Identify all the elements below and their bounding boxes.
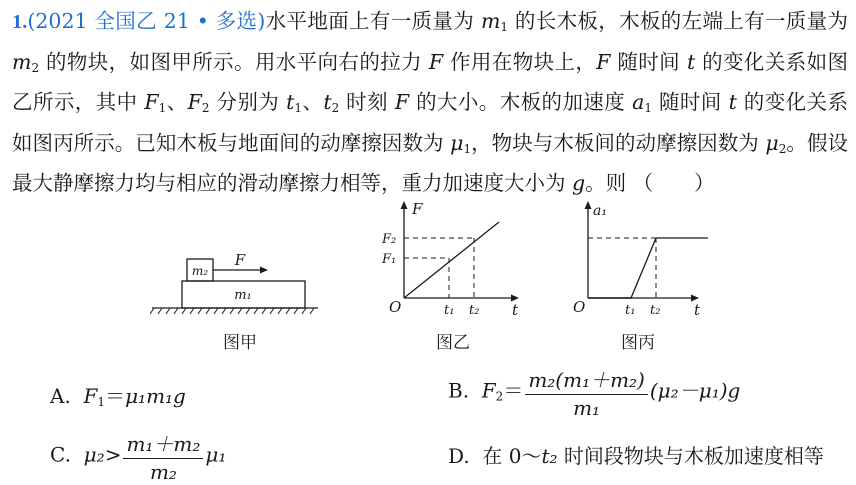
var-mu: μ <box>450 130 464 155</box>
text-segment: ，物块与木板间的动摩擦因数为 <box>471 130 766 155</box>
origin-label: O <box>573 298 586 316</box>
var-m: m <box>12 49 32 74</box>
formula-lhs: F <box>83 384 98 408</box>
var-a: a <box>632 90 645 114</box>
formula-lhs: μ₂> <box>83 442 122 467</box>
tick-label-t2: t₂ <box>469 303 480 318</box>
text-segment: 随时间 <box>610 49 687 74</box>
var-t: t <box>286 90 295 114</box>
subscript: 2 <box>31 60 40 75</box>
fraction-denominator: m₂ <box>149 460 177 484</box>
text-segment: 分别为 <box>209 90 287 114</box>
text-segment: 的变化关系如图丙所示。已知木板与地面间的动摩擦因数为 <box>12 90 848 155</box>
accel-ramp <box>631 238 656 298</box>
subscript: 1 <box>500 20 509 34</box>
option-c[interactable] <box>50 428 226 484</box>
option-letter: A. <box>50 384 71 408</box>
var-mu: μ <box>765 130 779 155</box>
text-segment: 、 <box>166 90 188 114</box>
y-arrowhead <box>401 201 408 209</box>
x-axis-label: t <box>694 301 701 318</box>
fraction-denominator: m₁ <box>573 396 601 420</box>
tick-label-f1: F₁ <box>382 252 397 267</box>
text-segment: 随时间 <box>652 90 729 114</box>
force-label: F <box>234 251 246 269</box>
question-number: 1. <box>12 11 28 33</box>
text-segment: 、 <box>302 90 324 114</box>
text-segment: 的长木板，木板的左端上有一质量为 <box>508 9 848 33</box>
subscript: 1 <box>463 141 472 156</box>
figure-jia <box>150 250 320 320</box>
question-text <box>12 4 848 201</box>
tick-label-t1: t₁ <box>444 303 455 318</box>
option-text: 时间段物块与木板加速度相等 <box>557 444 824 468</box>
option-text: 在 0～ <box>482 444 542 468</box>
text-segment: 的物块，如图甲所示。用水平向右的拉力 <box>39 49 429 74</box>
fraction-numerator: m₁＋m₂ <box>123 428 203 459</box>
caption-yi: 图乙 <box>436 333 470 353</box>
force-line <box>404 222 499 298</box>
block-label: m₂ <box>191 264 209 278</box>
subscript: 2 <box>331 101 340 115</box>
text-segment: 作用在物块上， <box>443 49 597 74</box>
equals-sign: ＝ <box>105 384 126 408</box>
option-letter: D. <box>448 444 470 468</box>
var-F: F <box>394 90 410 114</box>
text-segment: 时刻 <box>339 90 395 114</box>
var-F: F <box>428 49 444 74</box>
var-F: F <box>144 90 159 114</box>
y-axis-label: a₁ <box>593 203 607 219</box>
var-t: t <box>323 90 332 114</box>
option-b[interactable] <box>448 364 740 420</box>
text-segment: 的变化关系如图乙所示，其中 <box>12 49 848 114</box>
fraction-numerator: m₂(m₁＋m₂) <box>525 364 648 395</box>
origin-label: O <box>389 298 402 316</box>
fraction <box>525 364 648 420</box>
question-source: (2021 全国乙 21 • 多选) <box>27 9 266 33</box>
option-d[interactable] <box>448 440 824 469</box>
y-arrowhead <box>585 201 592 209</box>
caption-jia: 图甲 <box>223 333 257 353</box>
option-a[interactable] <box>50 380 186 409</box>
board-label: m₁ <box>234 288 252 303</box>
var-t: t <box>728 90 737 114</box>
subscript: 2 <box>201 101 210 115</box>
text-segment: 。假设最大静摩擦力均与相应的滑动摩擦力相等，重力加速度大小为 <box>12 130 849 195</box>
y-axis-label: F <box>412 200 423 218</box>
x-axis-label: t <box>512 301 519 318</box>
var-t2: t₂ <box>541 444 558 468</box>
tick-label-f2: F₂ <box>382 232 397 247</box>
force-arrowhead <box>260 267 268 274</box>
formula-rest: μ₁ <box>205 442 227 467</box>
formula-lhs: F <box>481 378 496 403</box>
var-g: g <box>572 171 586 195</box>
subscript: 2 <box>778 141 787 156</box>
subscript: 2 <box>495 389 504 404</box>
option-letter: B. <box>448 378 470 403</box>
subscript: 1 <box>294 101 302 115</box>
tick-label-t1: t₁ <box>625 303 636 318</box>
subscript: 1 <box>158 101 167 115</box>
subscript: 1 <box>97 395 106 409</box>
fraction <box>123 428 203 484</box>
formula-rest: (μ₂－μ₁)g <box>649 378 741 403</box>
figure-yi <box>372 198 532 318</box>
text-segment: 的大小。木板的加速度 <box>409 90 633 114</box>
formula-rhs: μ₁m₁g <box>125 384 186 408</box>
tick-label-t2: t₂ <box>650 303 661 318</box>
equals-sign: ＝ <box>503 378 524 403</box>
var-t: t <box>686 49 696 74</box>
caption-bing: 图丙 <box>621 333 655 353</box>
text-segment: 。则 （ ） <box>585 171 715 195</box>
var-F: F <box>596 49 611 74</box>
figure-bing <box>560 198 720 318</box>
subscript: 1 <box>644 101 653 115</box>
var-F: F <box>187 90 202 114</box>
var-m: m <box>480 9 501 33</box>
option-letter: C. <box>50 442 71 467</box>
ground-hatch <box>150 308 314 314</box>
text-segment: 水平地面上有一质量为 <box>265 9 481 33</box>
